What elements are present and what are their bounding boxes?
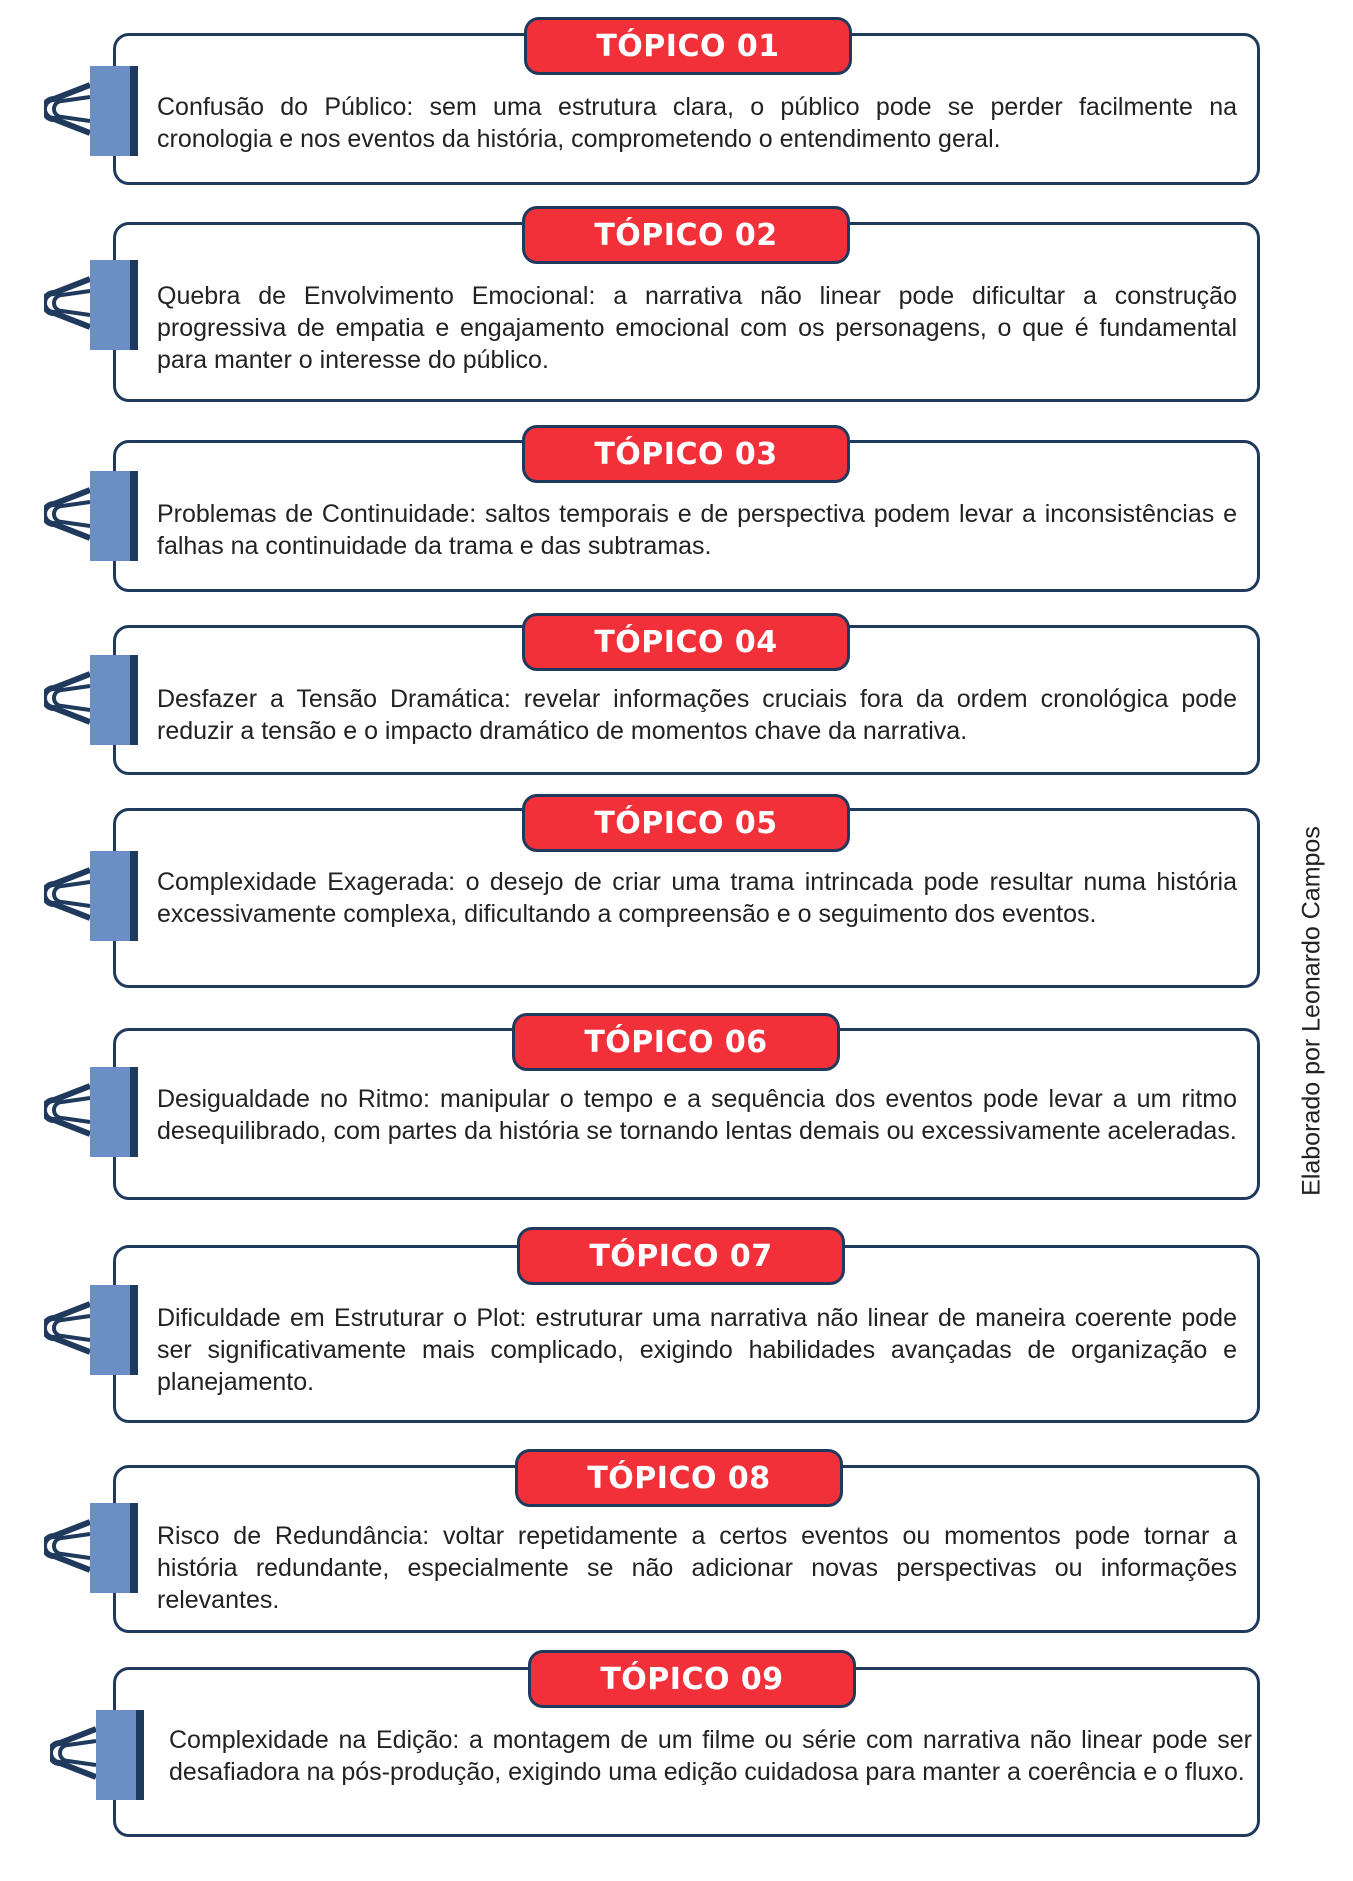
- binder-clip-icon: [44, 1500, 144, 1596]
- topic-text-05: Complexidade Exagerada: o desejo de criar uma trama intrincada pode resultar numa história excessivamente complexa, dificultando a compreensão e o seguimento dos eventos.: [157, 868, 1237, 928]
- binder-clip-icon: [44, 1064, 144, 1160]
- topic-text-09: Complexidade na Edição: a montagem de um filme ou série com narrativa não linear pode ser desafiadora na pós-produção, exigindo uma edição cuidadosa para manter a coerência e o fluxo.: [169, 1726, 1252, 1786]
- topic-badge-07: TÓPICO 07: [517, 1227, 845, 1285]
- binder-clip-icon: [44, 257, 144, 353]
- topic-text-04: Desfazer a Tensão Dramática: revelar informações cruciais fora da ordem cronológica pode reduzir a tensão e o impacto dramático de momentos chave da narrativa.: [157, 685, 1237, 745]
- topic-text-03: Problemas de Continuidade: saltos temporais e de perspectiva podem levar a inconsistências e falhas na continuidade da trama e das subtramas.: [157, 500, 1237, 560]
- author-credit: Elaborado por Leonardo Campos: [1297, 826, 1326, 1196]
- topic-text-02: Quebra de Envolvimento Emocional: a narrativa não linear pode dificultar a construção progressiva de empatia e engajamento emocional com os personagens, o que é fundamental para manter o interesse do público.: [157, 282, 1237, 374]
- topic-badge-08: TÓPICO 08: [515, 1449, 843, 1507]
- topic-badge-09: TÓPICO 09: [528, 1650, 856, 1708]
- binder-clip-icon: [44, 468, 144, 564]
- topic-text-08: Risco de Redundância: voltar repetidamente a certos eventos ou momentos pode tornar a história redundante, especialmente se não adicionar novas perspectivas ou informações relevantes.: [157, 1522, 1237, 1614]
- topic-badge-01: TÓPICO 01: [524, 17, 852, 75]
- topic-text-07: Dificuldade em Estruturar o Plot: estruturar uma narrativa não linear de maneira coerente pode ser significativamente mais complicado, exigindo habilidades avançadas de organização e planejamento.: [157, 1304, 1237, 1396]
- topic-badge-03: TÓPICO 03: [522, 425, 850, 483]
- topic-badge-04: TÓPICO 04: [522, 613, 850, 671]
- binder-clip-icon: [44, 848, 144, 944]
- binder-clip-icon: [44, 652, 144, 748]
- binder-clip-icon: [44, 1282, 144, 1378]
- topic-badge-06: TÓPICO 06: [512, 1013, 840, 1071]
- topic-text-01: Confusão do Público: sem uma estrutura clara, o público pode se perder facilmente na cronologia e nos eventos da história, comprometendo o entendimento geral.: [157, 93, 1237, 153]
- binder-clip-icon: [44, 63, 144, 159]
- topic-badge-05: TÓPICO 05: [522, 794, 850, 852]
- topic-badge-02: TÓPICO 02: [522, 206, 850, 264]
- binder-clip-icon: [50, 1707, 150, 1803]
- topic-text-06: Desigualdade no Ritmo: manipular o tempo e a sequência dos eventos pode levar a um ritmo desequilibrado, com partes da história se tornando lentas demais ou excessivamente aceleradas.: [157, 1085, 1237, 1145]
